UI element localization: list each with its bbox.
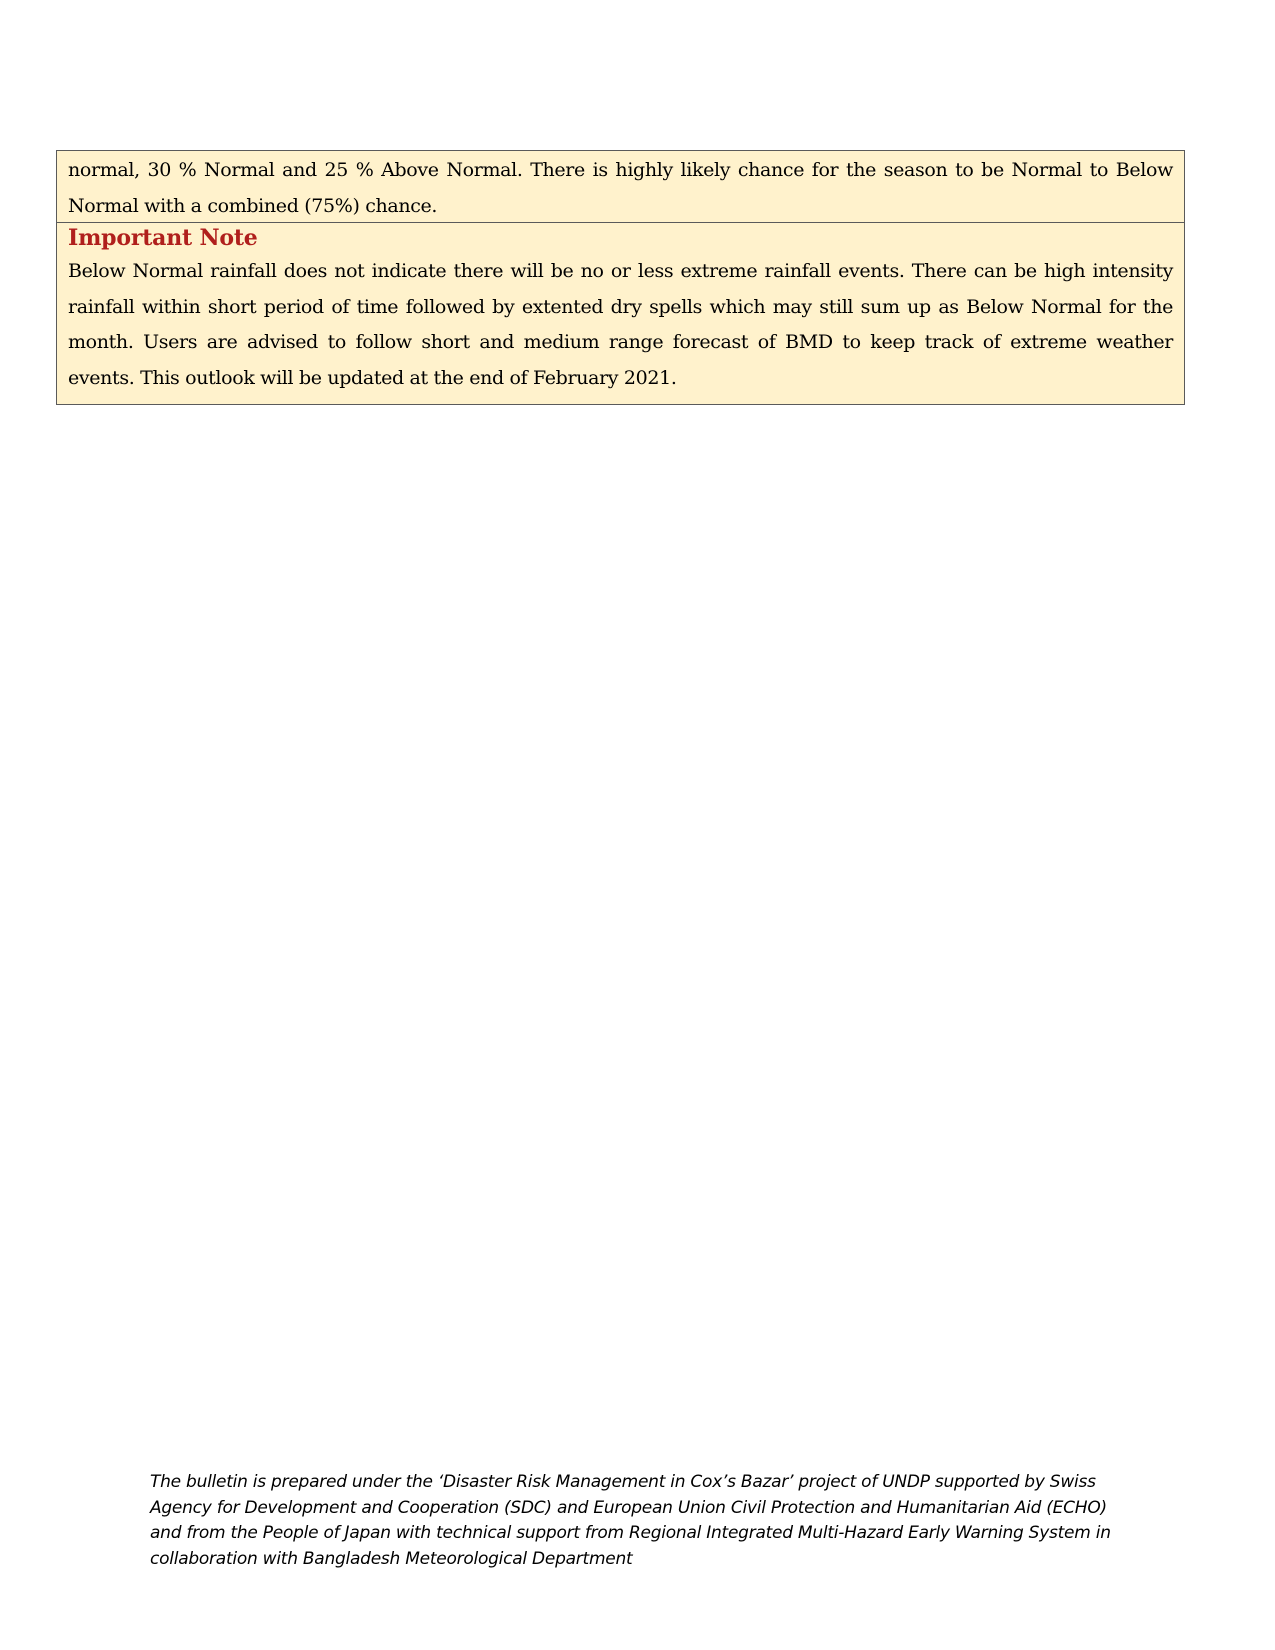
outlook-continuation-text: normal, 30 % Normal and 25 % Above Normal. There is highly likely chance for the season to be Normal to Below Normal with a combined (75%) chance. <box>68 159 1173 217</box>
important-note-box <box>56 222 1185 405</box>
footer-credits: The bulletin is prepared under the ‘Disaster Risk Management in Cox’s Bazar’ project of UNDP supported by Swiss Agency for Development and Cooperation (SDC) and European Union Civil Protection and Humanitarian Aid (ECHO) and from the People of Japan with technical support from Regional Integrated Multi-Hazard Early Warning System in collaboration with Bangladesh Meteorological Department <box>150 1472 1111 1569</box>
important-note-text: Below Normal rainfall does not indicate there will be no or less extreme rainfall events. There can be high intensity rainfall within short period of time followed by extented dry spells which may still sum up as Below Normal for the month. Users are advised to follow short and medium range forecast of BMD to keep track of extreme weather events. This outlook will be updated at the end of February 2021. <box>68 260 1173 389</box>
outlook-continuation-box <box>56 150 1185 223</box>
important-note-heading: Important Note <box>68 225 258 251</box>
